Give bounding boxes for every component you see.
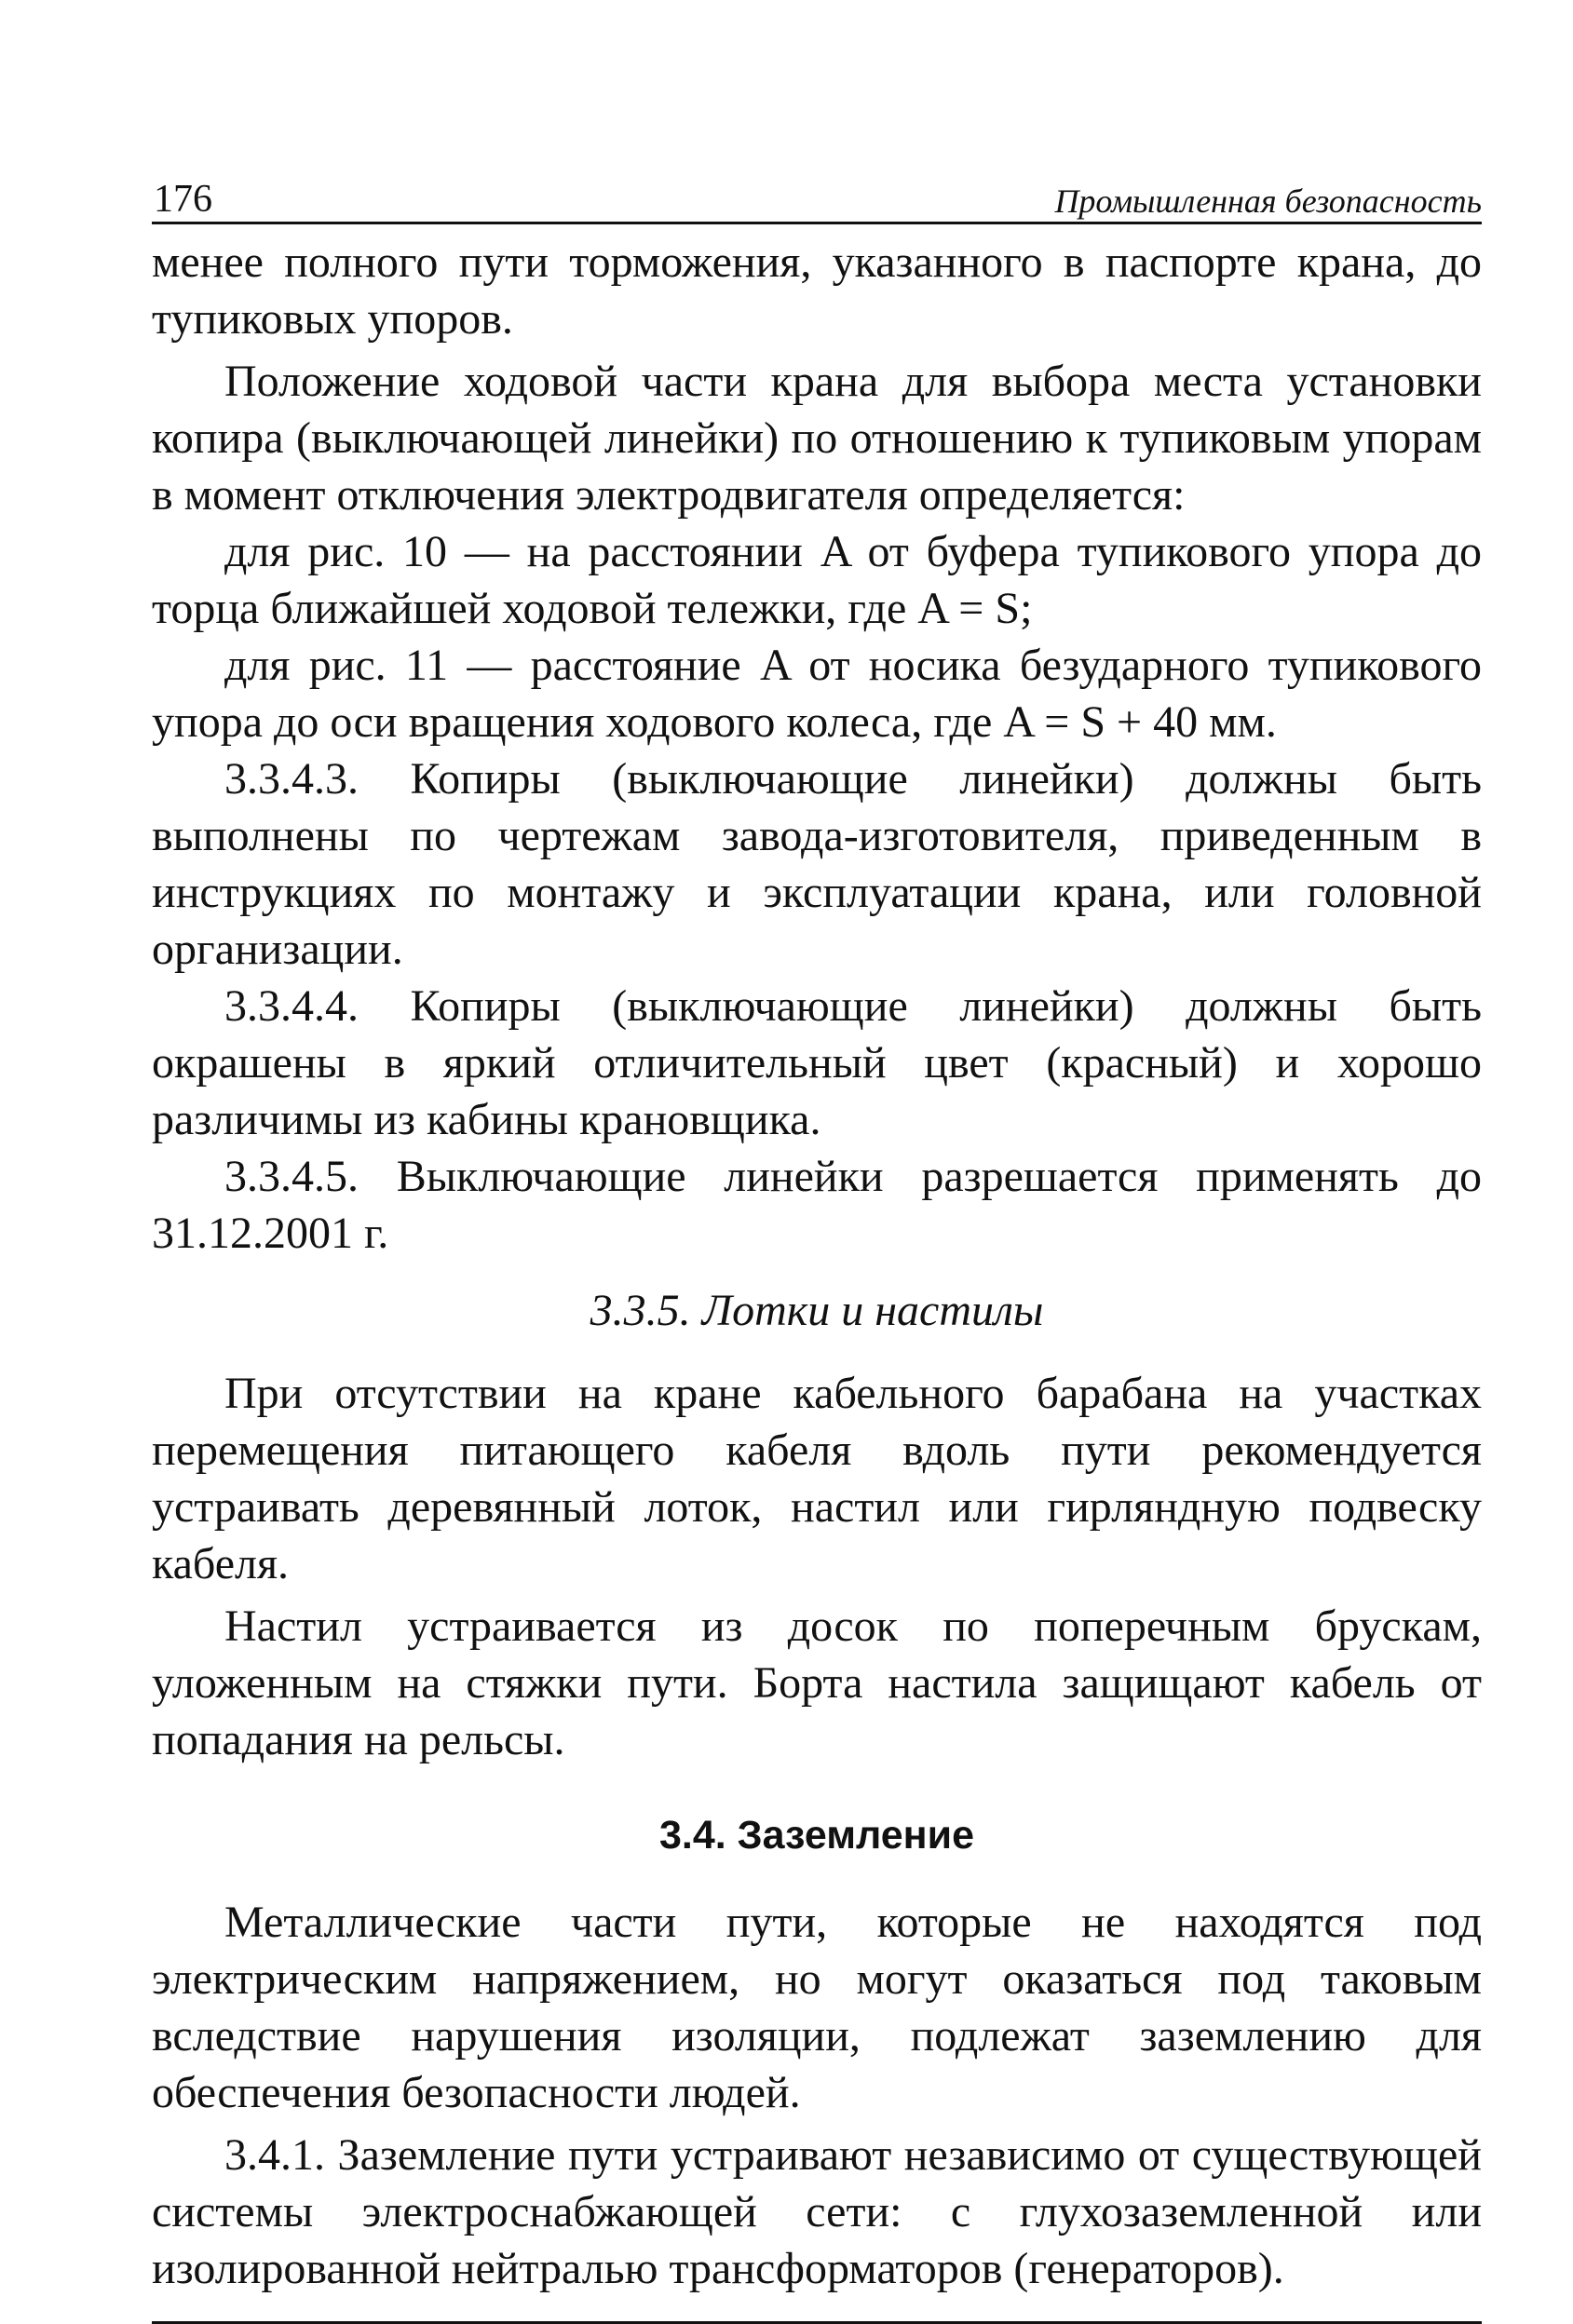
paragraph: Металлические части пути, которые не находятся под электрическим напряжением, но могут оказаться под таковым вследствие нарушения изоляции, подлежат заземлению для обеспечения безопасности людей. bbox=[152, 1898, 1482, 2117]
paragraph: для рис. 11 — расстояние A от носика безударного тупикового упора до оси вращения ходового колеса, где A = S + 40 мм. bbox=[152, 641, 1482, 747]
page-number: 176 bbox=[154, 178, 212, 221]
paragraph-clause-3-3-4-5: 3.3.4.5. Выключающие линейки разрешается применять до 31.12.2001 г. bbox=[152, 1152, 1482, 1258]
paragraph-clause-3-3-4-3: 3.3.4.3. Копиры (выключающие линейки) должны быть выполнены по чертежам завода-изготовителя, приведенным в инструкциях по монтажу и эксплуатации крана, или головной организации. bbox=[152, 754, 1482, 974]
paragraph-continuation: менее полного пути торможения, указанного в паспорте крана, до тупиковых упоров. bbox=[152, 237, 1482, 344]
paragraph-clause-3-3-4-4: 3.3.4.4. Копиры (выключающие линейки) должны быть окрашены в яркий отличительный цвет (красный) и хорошо различимы из кабины крановщика. bbox=[152, 981, 1482, 1144]
document-page bbox=[152, 177, 1482, 2324]
section-heading: 3.4. Заземление bbox=[659, 1813, 974, 1858]
paragraph: Положение ходовой части крана для выбора места установки копира (выключающей линейки) по отношению к тупиковым упорам в момент отключения электродвигателя определяется: bbox=[152, 357, 1482, 520]
paragraph: При отсутствии на кране кабельного барабана на участках перемещения питающего кабеля вдоль пути рекомендуется устраивать деревянный лоток, настил или гирляндную подвеску кабеля. bbox=[152, 1369, 1482, 1588]
paragraph-clause-3-4-1: 3.4.1. Заземление пути устраивают независимо от существующей системы электроснабжающей сети: с глухозаземленной или изолированной нейтралью трансформаторов (генераторов). bbox=[152, 2130, 1482, 2293]
paragraph: для рис. 10 — на расстоянии A от буфера тупикового упора до торца ближайшей ходовой тележки, где A = S; bbox=[152, 527, 1482, 633]
running-title: Промышленная безопасность bbox=[1054, 182, 1482, 220]
page-header bbox=[152, 177, 1482, 224]
subsection-heading: 3.3.5. Лотки и настилы bbox=[590, 1286, 1044, 1335]
paragraph: Настил устраивается из досок по поперечным брускам, уложенным на стяжки пути. Борта настила защищают кабель от попадания на рельсы. bbox=[152, 1601, 1482, 1764]
